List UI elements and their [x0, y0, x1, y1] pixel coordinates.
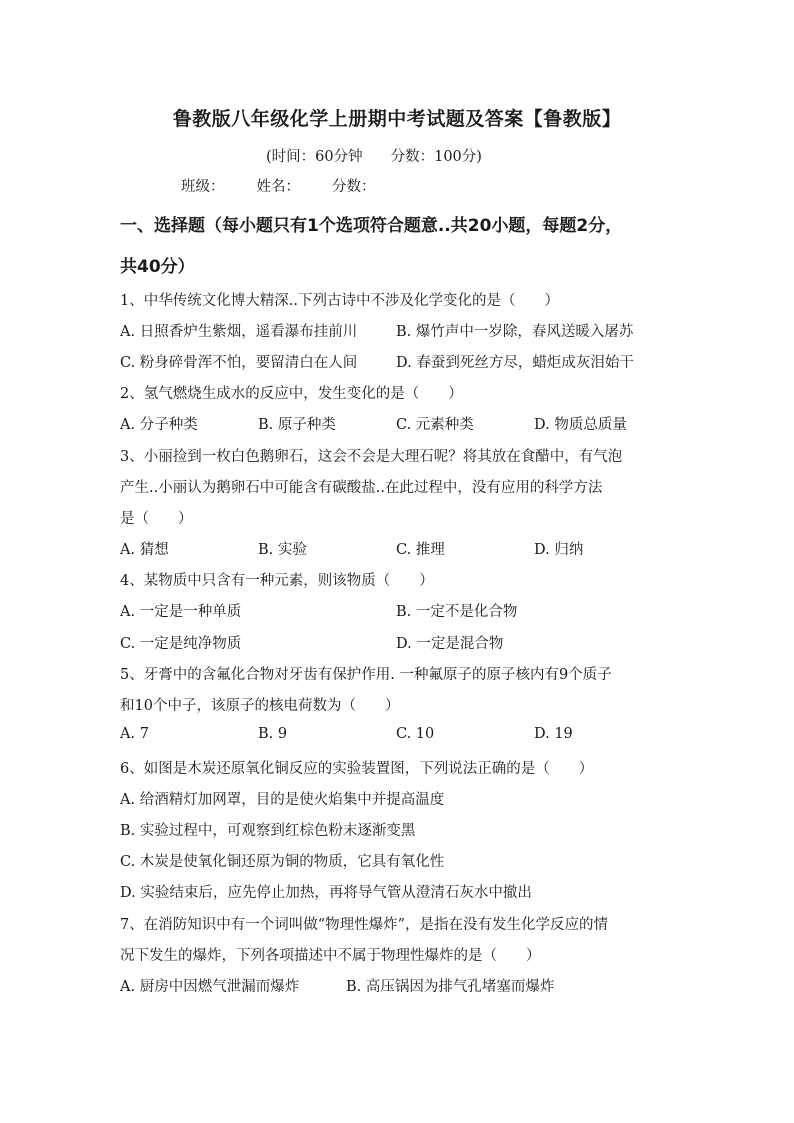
question-5-stem-line2: 和10个中子，该原子的核电荷数为（ ） — [120, 698, 400, 714]
question-7-stem-line2: 况下发生的爆炸，下列各项描述中不属于物理性爆炸的是（ ） — [120, 948, 541, 964]
question-4-option-c: C. 一定是纯净物质 — [120, 636, 242, 652]
question-3-option-c: C. 推理 — [396, 542, 445, 558]
question-1-option-a: A. 日照香炉生紫烟，遥看瀑布挂前川 — [120, 324, 358, 340]
question-3-stem-line2: 产生..小丽认为鹅卵石中可能含有碳酸盐..在此过程中，没有应用的科学方法 — [120, 480, 603, 496]
question-3-option-b: B. 实验 — [258, 542, 307, 558]
question-3-option-a: A. 猜想 — [120, 542, 169, 558]
question-2-option-d: D. 物质总质量 — [534, 417, 627, 433]
question-5-stem-line1: 5、牙膏中的含氟化合物对牙齿有保护作用. 一种氟原子的原子核内有9个质子 — [120, 667, 612, 683]
question-6-option-c: C. 木炭是使氧化铜还原为铜的物质，它具有氧化性 — [120, 854, 445, 870]
exam-info — [266, 145, 510, 166]
student-fields — [181, 175, 408, 196]
question-2-stem: 2、氢气燃烧生成水的反应中，发生变化的是（ ） — [120, 386, 463, 402]
exam-time: (时间：60分钟 — [266, 149, 363, 165]
question-6-option-b: B. 实验过程中，可观察到红棕色粉末逐渐变黑 — [120, 823, 416, 839]
question-5-option-d: D. 19 — [534, 726, 573, 742]
question-2-option-a: A. 分子种类 — [120, 417, 198, 433]
question-3-option-d: D. 归纳 — [534, 542, 584, 558]
question-6-stem: 6、如图是木炭还原氧化铜反应的实验装置图，下列说法正确的是（ ） — [120, 761, 594, 777]
question-1-option-c: C. 粉身碎骨浑不怕，要留清白在人间 — [120, 355, 358, 371]
question-1-option-b: B. 爆竹声中一岁除，春风送暖入屠苏 — [396, 324, 634, 340]
question-4-option-d: D. 一定是混合物 — [396, 636, 504, 652]
question-4-option-b: B. 一定不是化合物 — [396, 604, 518, 620]
exam-total-score: 分数：100分) — [390, 149, 482, 165]
question-7-stem-line1: 7、在消防知识中有一个词叫做“物理性爆炸”，是指在没有发生化学反应的情 — [120, 917, 609, 933]
question-6-option-d: D. 实验结束后，应先停止加热，再将导气管从澄清石灰水中撤出 — [120, 885, 532, 901]
question-4-stem: 4、某物质中只含有一种元素，则该物质（ ） — [120, 573, 434, 589]
document-title: 鲁教版八年级化学上册期中考试题及答案【鲁教版】 — [172, 108, 622, 130]
question-4-option-a: A. 一定是一种单质 — [120, 604, 242, 620]
question-7-option-a: A. 厨房中因燃气泄漏而爆炸 — [120, 979, 300, 995]
question-1-stem: 1、中华传统文化博大精深..下列古诗中不涉及化学变化的是（ ） — [120, 293, 559, 309]
class-field-label: 班级： — [181, 179, 225, 195]
section-heading-line2: 共40分） — [120, 257, 195, 277]
question-3-stem-line1: 3、小丽捡到一枚白色鹅卵石，这会不会是大理石呢？将其放在食醋中，有气泡 — [120, 449, 623, 465]
question-1-option-d: D. 春蚕到死丝方尽，蜡炬成灰泪始干 — [396, 355, 634, 371]
name-field-label: 姓名： — [256, 179, 300, 195]
question-5-option-b: B. 9 — [258, 726, 288, 742]
question-2-option-c: C. 元素种类 — [396, 417, 474, 433]
question-6-option-a: A. 给酒精灯加网罩，目的是使火焰集中并提高温度 — [120, 792, 445, 808]
question-2-option-b: B. 原子种类 — [258, 417, 336, 433]
score-field-label: 分数： — [332, 179, 376, 195]
question-7-option-b: B. 高压锅因为排气孔堵塞而爆炸 — [346, 979, 555, 995]
question-5-option-c: C. 10 — [396, 726, 435, 742]
question-3-stem-line3: 是（ ） — [120, 511, 193, 527]
question-5-option-a: A. 7 — [120, 726, 149, 742]
section-heading-line1: 一、选择题（每小题只有1个选项符合题意..共20小题，每题2分， — [120, 216, 623, 236]
